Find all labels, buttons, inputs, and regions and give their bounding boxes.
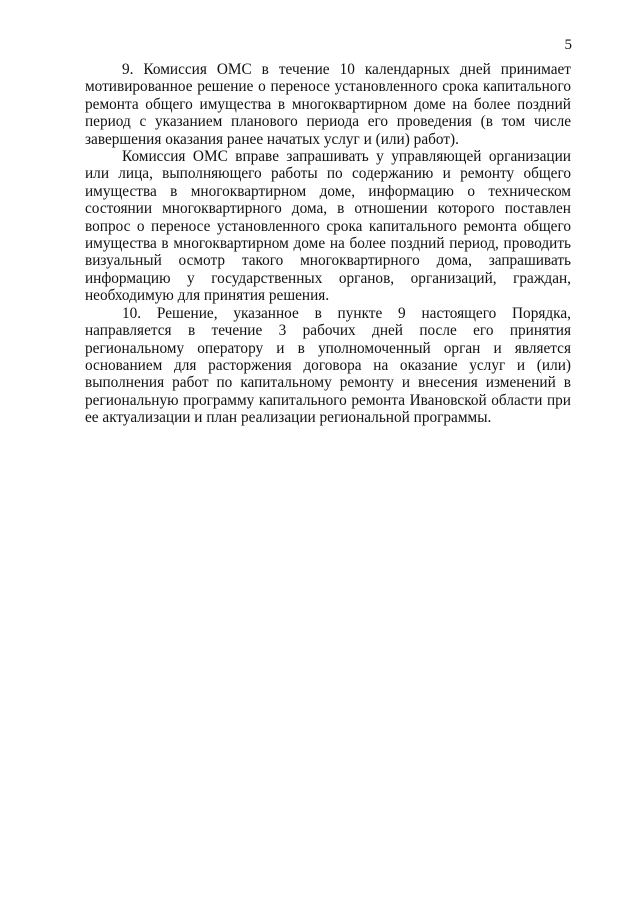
paragraph-commission-rights: Комиссия ОМС вправе запрашивать у управляющей организации или лица, выполняющего работы по содержанию и ремонту общего имущества в многоквартирном доме, информацию о техническом состоянии многоквартирного дома, в отношении которого поставлен вопрос о переносе установленного срока капитального ремонта общего имущества в многоквартирном доме на более поздний период, проводить визуальный осмотр такого многоквартирного дома, запрашивать информацию у государственных органов, организаций, граждан, необходимую для принятия решения.	[85, 148, 571, 305]
document-body	[85, 61, 571, 427]
page-number: 5	[564, 37, 572, 53]
paragraph-item-9: 9. Комиссия ОМС в течение 10 календарных дней принимает мотивированное решение о переносе установленного срока капитального ремонта общего имущества в многоквартирном доме на более поздний период с указанием планового периода его проведения (в том числе завершения оказания ранее начатых услуг и (или) работ).	[85, 61, 571, 148]
paragraph-item-10: 10. Решение, указанное в пункте 9 настоящего Порядка, направляется в течение 3 рабочих дней после его принятия региональному оператору и в уполномоченный орган и является основанием для расторжения договора на оказание услуг и (или) выполнения работ по капитальному ремонту и внесения изменений в региональную программу капитального ремонта Ивановской области при ее актуализации и план реализации региональной программы.	[85, 304, 571, 427]
